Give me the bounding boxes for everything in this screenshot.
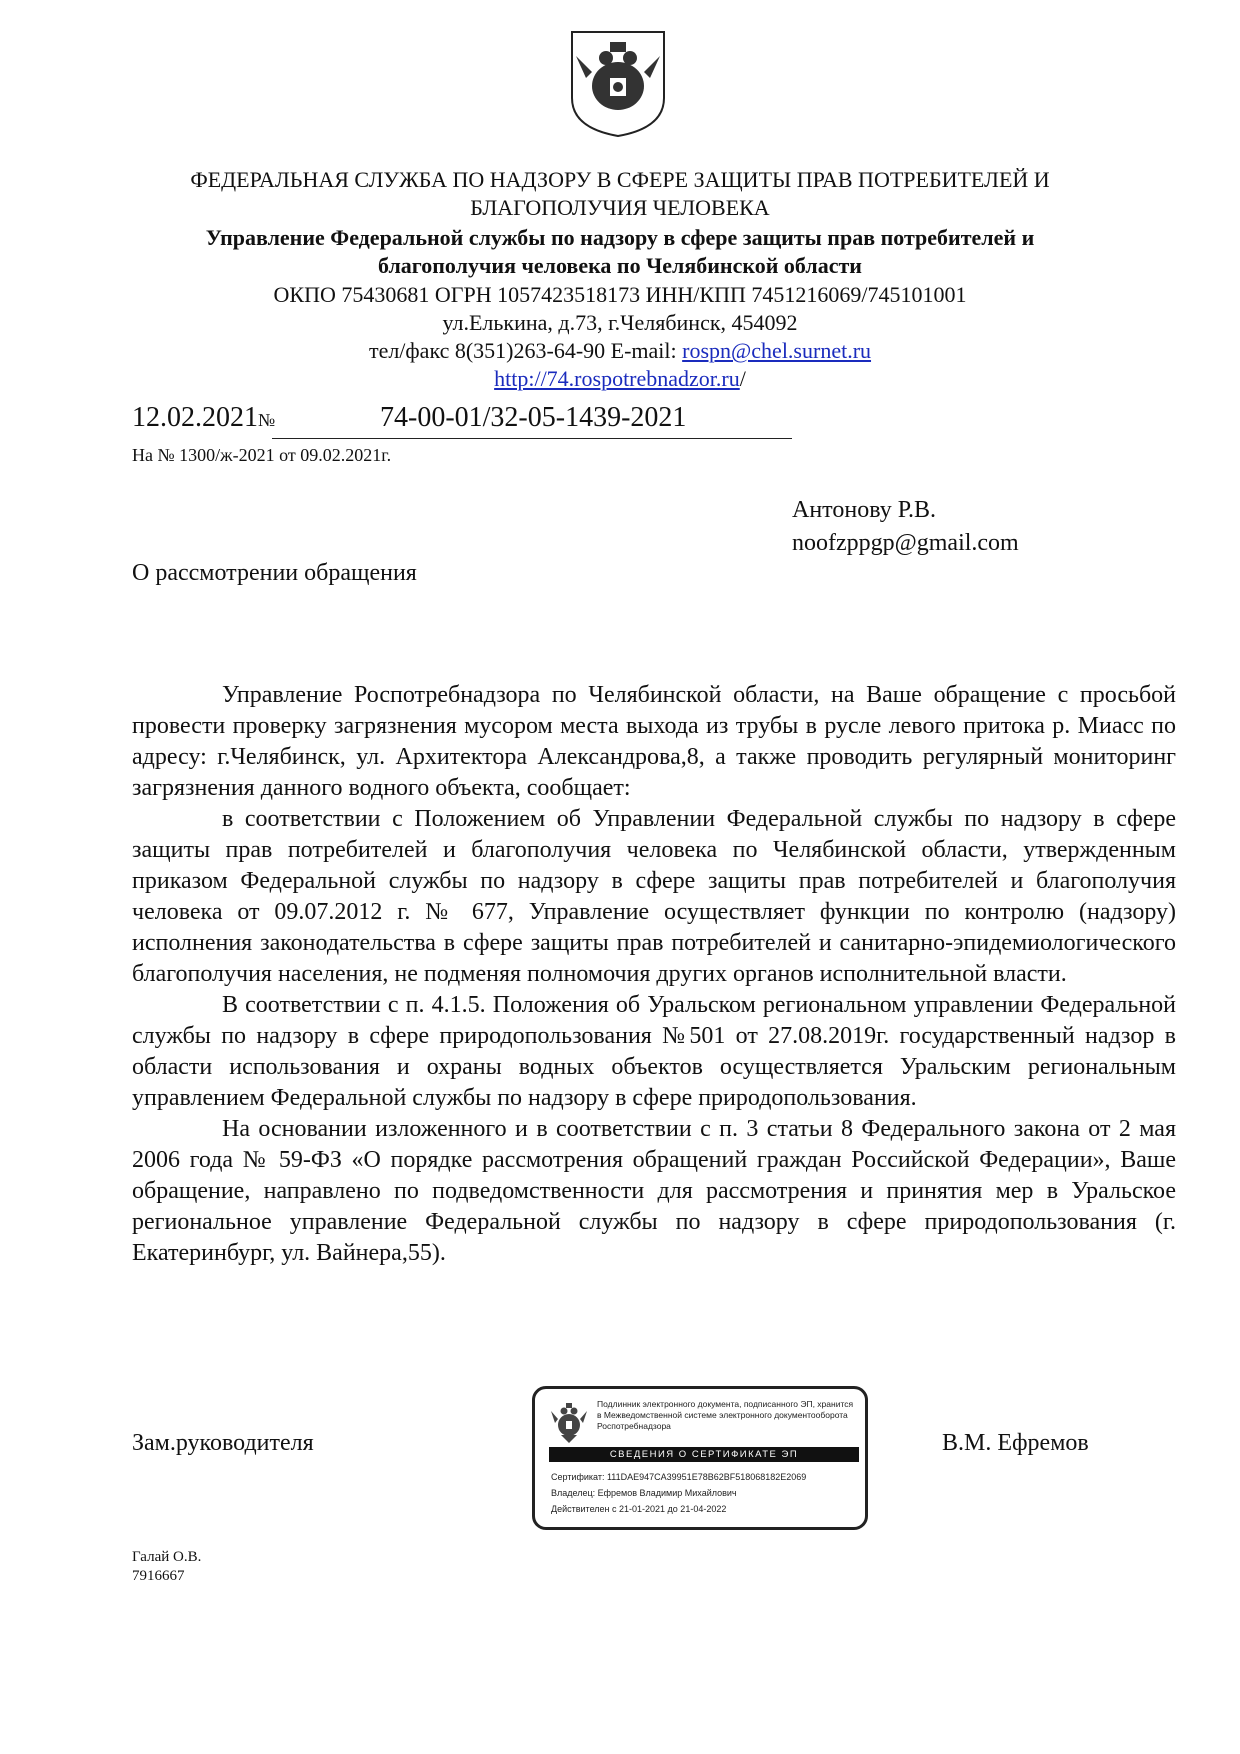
- agency-address: ул.Елькина, д.73, г.Челябинск, 454092: [442, 310, 798, 335]
- website-suffix: /: [739, 366, 746, 391]
- contact-phone-fax: тел/факс 8(351)263-64-90 E-mail:: [368, 338, 683, 363]
- executor-phone: 7916667: [132, 1568, 185, 1584]
- body-paragraph-4: На основании изложенного и в соответствии с п. 3 статьи 8 Федерального закона от 2 мая 2006 года № 59-ФЗ «О порядке рассмотрения обращений граждан Российской Федерации», Ваше обращение, направлено по подведомственности для рассмотрения и принятия мер в Уральское региональное управление Федеральной службы по надзору в сфере природопользования (г. Екатеринбург, ул. Вайнера,55).: [132, 1116, 1176, 1266]
- email-link[interactable]: rospn@chel.surnet.ru: [682, 338, 872, 363]
- stamp-certificate: Сертификат: 111DAE947CA39951E78B62BF518068182E2069: [551, 1472, 807, 1482]
- registration-codes: ОКПО 75430681 ОГРН 1057423518173 ИНН/КПП 7451216069/745101001: [273, 282, 967, 307]
- signer-name: В.М. Ефремов: [942, 1430, 1089, 1456]
- body-paragraph-3: В соответствии с п. 4.1.5. Положения об Уральском региональном управлении Федеральной службы по надзору в сфере природопользования №501 от 27.08.2019г. государственный надзор в области использования и охраны водных объектов осуществляется Уральским региональным управлением Федеральной службы по надзору в сфере природопользования.: [132, 992, 1176, 1111]
- e-signature-stamp: [532, 1386, 868, 1530]
- executor-block: [132, 1548, 201, 1586]
- signer-position: Зам.руководителя: [132, 1430, 314, 1456]
- addressee-email: noofzppgp@gmail.com: [792, 530, 1019, 556]
- department-name-line1: Управление Федеральной службы по надзору в сфере защиты прав потребителей и: [205, 225, 1035, 250]
- contact-line: [0, 337, 1240, 365]
- coat-of-arms-emblem: [566, 28, 670, 138]
- executor-name: Галай О.В.: [132, 1549, 202, 1565]
- document-date-value: 12.02.2021: [132, 402, 258, 433]
- registration-underline: [272, 438, 792, 439]
- stamp-details: [551, 1469, 868, 1517]
- agency-name-line1: ФЕДЕРАЛЬНАЯ СЛУЖБА ПО НАДЗОРУ В СФЕРЕ ЗАЩИТЫ ПРАВ ПОТРЕБИТЕЛЕЙ И: [190, 167, 1050, 192]
- number-sign: №: [258, 410, 276, 430]
- stamp-notice: Подлинник электронного документа, подписанного ЭП, хранится в Межведомственной системе электронного документооборота Роспотребнадзора: [597, 1399, 854, 1431]
- website-line: [0, 365, 1240, 393]
- letter-subject: О рассмотрении обращения: [132, 560, 417, 586]
- stamp-validity: Действителен с 21-01-2021 до 21-04-2022: [551, 1504, 727, 1514]
- agency-name-line2: БЛАГОПОЛУЧИЯ ЧЕЛОВЕКА: [470, 195, 770, 220]
- body-paragraph-2: в соответствии с Положением об Управлении Федеральной службы по надзору в сфере защиты прав потребителей и благополучия человека по Челябинской области, утвержденным приказом Федеральной службы по надзору в сфере защиты прав потребителей и благополучия человека от 09.07.2012 г. № 677, Управление осуществляет функции по контролю (надзору) исполнения законодательства в сфере защиты прав потребителей и санитарно-эпидемиологического благополучия населения, не подменяя полномочия других органов исполнительной власти.: [132, 806, 1176, 987]
- letter-body: [132, 680, 1176, 1269]
- stamp-owner: Владелец: Ефремов Владимир Михайлович: [551, 1488, 737, 1498]
- stamp-title: СВЕДЕНИЯ О СЕРТИФИКАТЕ ЭП: [549, 1447, 859, 1462]
- stamp-emblem-icon: [549, 1399, 589, 1445]
- website-link[interactable]: http://74.rospotrebnadzor.ru: [494, 366, 740, 391]
- registration-number: 74-00-01/32-05-1439-2021: [380, 402, 687, 433]
- reply-reference: На № 1300/ж-2021 от 09.02.2021г.: [132, 445, 392, 465]
- body-paragraph-1: Управление Роспотребнадзора по Челябинской области, на Ваше обращение с просьбой провести проверку загрязнения мусором места выхода из трубы в русле левого притока р. Миасс по адресу: г.Челябинск, ул. Архитектора Александрова,8, а также проводить регулярный мониторинг загрязнения данного водного объекта, сообщает:: [132, 682, 1176, 801]
- addressee-name: Антонову Р.В.: [792, 497, 937, 523]
- document-date: [132, 402, 275, 436]
- addressee-block: [792, 494, 1019, 560]
- department-name-line2: благополучия человека по Челябинской области: [378, 253, 862, 278]
